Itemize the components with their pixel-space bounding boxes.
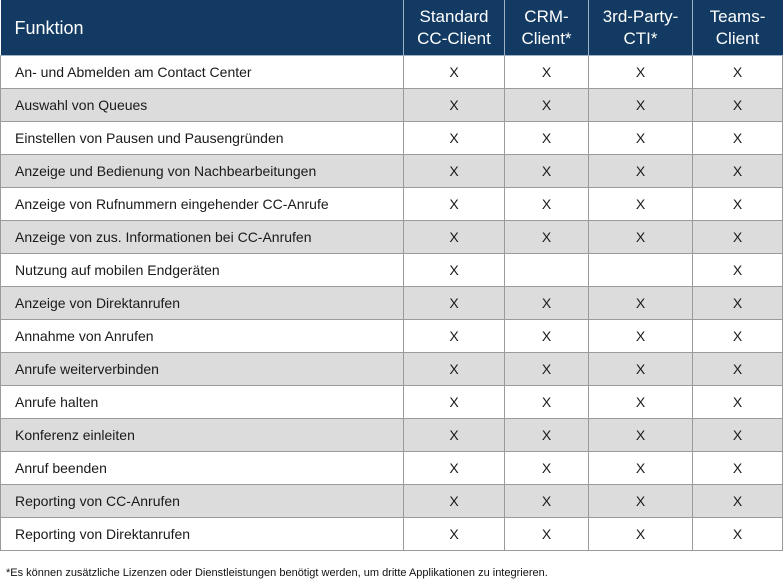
table-header: [1, 0, 783, 56]
cell-standard: X: [404, 254, 505, 287]
row-label: Einstellen von Pausen und Pausengründen: [1, 122, 404, 155]
cell-crm: X: [505, 452, 589, 485]
cell-cti: X: [589, 221, 693, 254]
cell-standard: X: [404, 353, 505, 386]
cell-crm: X: [505, 155, 589, 188]
cell-crm: X: [505, 386, 589, 419]
header-teams-line-1: Teams-: [709, 6, 766, 26]
table-row: [1, 452, 783, 485]
table-row: [1, 419, 783, 452]
cell-standard: X: [404, 485, 505, 518]
cell-cti: X: [589, 287, 693, 320]
cell-standard: X: [404, 419, 505, 452]
row-label: Anrufe weiterverbinden: [1, 353, 404, 386]
cell-teams: X: [693, 89, 783, 122]
cell-cti: X: [589, 188, 693, 221]
row-label: Reporting von CC-Anrufen: [1, 485, 404, 518]
cell-crm: X: [505, 287, 589, 320]
header-cti-line-2: CTI*: [623, 28, 658, 48]
cell-standard: X: [404, 518, 505, 551]
cell-teams: X: [693, 254, 783, 287]
cell-cti: X: [589, 386, 693, 419]
table-row: [1, 485, 783, 518]
cell-standard: X: [404, 452, 505, 485]
header-standard-line-2: CC-Client: [417, 28, 491, 48]
header-3rd-party-cti: [589, 0, 693, 56]
cell-crm: X: [505, 485, 589, 518]
header-funktion: Funktion: [1, 0, 404, 56]
cell-cti: [589, 254, 693, 287]
cell-teams: X: [693, 386, 783, 419]
table-row: [1, 254, 783, 287]
row-label: Anzeige von zus. Informationen bei CC-Anrufen: [1, 221, 404, 254]
cell-standard: X: [404, 386, 505, 419]
table-row: [1, 353, 783, 386]
cell-crm: [505, 254, 589, 287]
cell-standard: X: [404, 155, 505, 188]
cell-standard: X: [404, 89, 505, 122]
cell-standard: X: [404, 122, 505, 155]
cell-teams: X: [693, 56, 783, 89]
cell-crm: X: [505, 188, 589, 221]
cell-cti: X: [589, 452, 693, 485]
cell-standard: X: [404, 56, 505, 89]
cell-teams: X: [693, 221, 783, 254]
cell-cti: X: [589, 155, 693, 188]
cell-teams: X: [693, 320, 783, 353]
cell-cti: X: [589, 518, 693, 551]
cell-teams: X: [693, 287, 783, 320]
row-label: Reporting von Direktanrufen: [1, 518, 404, 551]
cell-crm: X: [505, 122, 589, 155]
header-standard-line-1: Standard: [419, 6, 489, 26]
table-body: [1, 56, 783, 551]
cell-teams: X: [693, 122, 783, 155]
row-label: Nutzung auf mobilen Endgeräten: [1, 254, 404, 287]
cell-standard: X: [404, 320, 505, 353]
cell-teams: X: [693, 188, 783, 221]
table-row: [1, 188, 783, 221]
row-label: Anzeige von Direktanrufen: [1, 287, 404, 320]
cell-cti: X: [589, 122, 693, 155]
table-row: [1, 155, 783, 188]
header-teams-client: [693, 0, 783, 56]
cell-cti: X: [589, 419, 693, 452]
row-label: Anruf beenden: [1, 452, 404, 485]
table-row: [1, 386, 783, 419]
header-crm-line-2: Client*: [521, 28, 572, 48]
cell-crm: X: [505, 419, 589, 452]
cell-cti: X: [589, 485, 693, 518]
table-row: [1, 89, 783, 122]
cell-teams: X: [693, 485, 783, 518]
cell-crm: X: [505, 221, 589, 254]
header-crm-line-1: CRM-: [524, 6, 569, 26]
cell-standard: X: [404, 221, 505, 254]
cell-standard: X: [404, 287, 505, 320]
row-label: Konferenz einleiten: [1, 419, 404, 452]
cell-crm: X: [505, 89, 589, 122]
table-row: [1, 320, 783, 353]
cell-teams: X: [693, 419, 783, 452]
header-cti-line-1: 3rd-Party-: [602, 6, 679, 26]
header-teams-line-2: Client: [715, 28, 760, 48]
cell-crm: X: [505, 353, 589, 386]
row-label: Auswahl von Queues: [1, 89, 404, 122]
row-label: Anzeige von Rufnummern eingehender CC-Anrufe: [1, 188, 404, 221]
table-row: [1, 287, 783, 320]
table-row: [1, 56, 783, 89]
cell-crm: X: [505, 320, 589, 353]
row-label: Anzeige und Bedienung von Nachbearbeitungen: [1, 155, 404, 188]
row-label: An- und Abmelden am Contact Center: [1, 56, 404, 89]
footnote: *Es können zusätzliche Lizenzen oder Dienstleistungen benötigt werden, um dritte Applikationen zu integrieren.: [6, 567, 548, 579]
table-row: [1, 122, 783, 155]
cell-teams: X: [693, 155, 783, 188]
row-label: Annahme von Anrufen: [1, 320, 404, 353]
cell-teams: X: [693, 518, 783, 551]
cell-teams: X: [693, 353, 783, 386]
header-standard-cc-client: [404, 0, 505, 56]
cell-cti: X: [589, 320, 693, 353]
cell-cti: X: [589, 353, 693, 386]
cell-crm: X: [505, 56, 589, 89]
cell-cti: X: [589, 89, 693, 122]
table-row: [1, 518, 783, 551]
cell-teams: X: [693, 452, 783, 485]
cell-crm: X: [505, 518, 589, 551]
row-label: Anrufe halten: [1, 386, 404, 419]
table-row: [1, 221, 783, 254]
header-crm-client: [505, 0, 589, 56]
header-row: [1, 0, 783, 56]
cell-standard: X: [404, 188, 505, 221]
cell-cti: X: [589, 56, 693, 89]
